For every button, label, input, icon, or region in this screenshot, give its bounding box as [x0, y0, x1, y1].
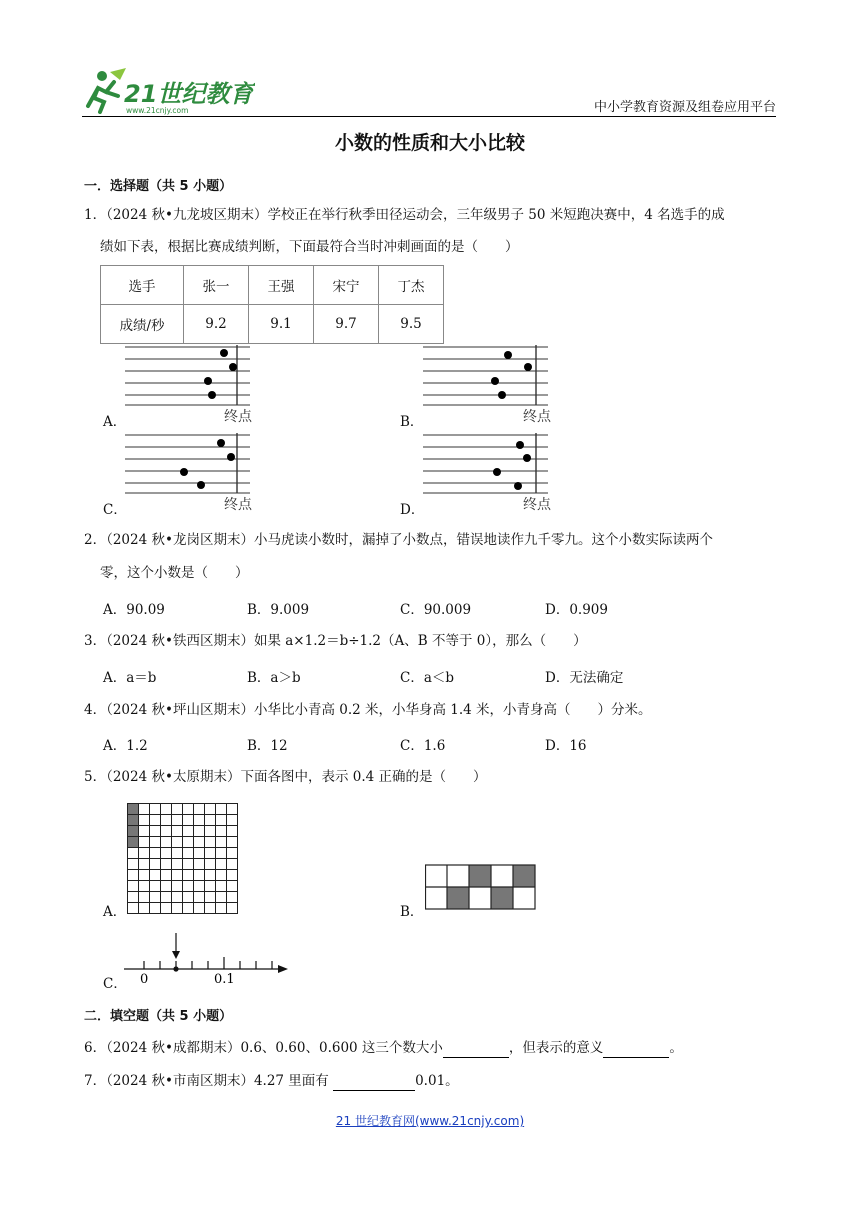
q6-text	[84, 1038, 683, 1058]
q3-option-c: C．a＜b	[400, 670, 455, 686]
q7-text	[84, 1071, 459, 1091]
q7-post: 0.01。	[415, 1073, 459, 1089]
q2-option-d: D．0.909	[545, 602, 608, 618]
table-cell: 9.1	[249, 305, 314, 344]
q2-line2: 零，这个小数是（ ）	[100, 565, 249, 581]
q3-option-a: A．a＝b	[103, 670, 157, 686]
table-cell: 9.7	[314, 305, 379, 344]
hundred-grid-figure	[127, 803, 239, 915]
page-title: 小数的性质和大小比较	[334, 132, 525, 154]
q5-label-c: C．	[103, 976, 127, 992]
section-choice: 一．选择题（共 5 小题）	[84, 179, 233, 194]
table-cell: 选手	[101, 266, 184, 305]
q5-label-a: A．	[103, 904, 127, 920]
answer-blank[interactable]	[333, 1076, 415, 1091]
site-logo	[80, 66, 255, 116]
ten-box-figure	[425, 864, 537, 914]
q2-option-a: A．90.09	[103, 602, 165, 618]
q3-option-d: D．无法确定	[545, 670, 624, 686]
q1-label-a: A．	[103, 414, 127, 430]
table-cell: 成绩/秒	[101, 305, 184, 344]
q4-text: 4．（2024 秋•坪山区期末）小华比小青高 0.2 米，小华身高 1.4 米，小青身高（ ）分米。	[84, 702, 652, 718]
q6-mid: ，但表示的意义	[508, 1040, 604, 1056]
footer-link[interactable]: 21 世纪教育网(www.21cnjy.com)	[335, 1114, 525, 1128]
q4-option-b: B．12	[247, 738, 288, 754]
q1-label-d: D．	[400, 502, 425, 518]
finish-label: 终点	[224, 409, 252, 425]
q3-text: 3．（2024 秋•铁西区期末）如果 a×1.2＝b÷1.2（A、B 不等于 0），那么（ ）	[84, 633, 587, 649]
q2-line1: 2．（2024 秋•龙岗区期末）小马虎读小数时，漏掉了小数点，错误地读作九千零九。这个小数实际读两个	[84, 532, 713, 548]
platform-name: 中小学教育资源及组卷应用平台	[593, 100, 776, 115]
answer-blank[interactable]	[443, 1043, 509, 1058]
logo-url: www.21cnjy.com	[126, 106, 189, 115]
q4-option-a: A．1.2	[103, 738, 148, 754]
finish-label: 终点	[523, 497, 551, 513]
axis-label-tenth: 0.1	[214, 972, 235, 987]
q1-line2: 绩如下表，根据比赛成绩判断，下面最符合当时冲刺画面的是（ ）	[100, 239, 519, 255]
q4-option-c: C．1.6	[400, 738, 446, 754]
q5-text: 5．（2024 秋•太原期末）下面各图中，表示 0.4 正确的是（ ）	[84, 769, 487, 785]
q1-label-c: C．	[103, 502, 127, 518]
answer-blank[interactable]	[603, 1043, 669, 1058]
logo-text: 21世纪教育	[124, 80, 254, 108]
q6-pre: 6．（2024 秋•成都期末）0.6、0.60、0.600 这三个数大小	[84, 1040, 443, 1056]
q6-post: 。	[669, 1040, 683, 1056]
q1-label-b: B．	[400, 414, 424, 430]
q7-pre: 7．（2024 秋•市南区期末）4.27 里面有	[84, 1073, 334, 1089]
q2-option-c: C．90.009	[400, 602, 472, 618]
q4-option-d: D．16	[545, 738, 587, 754]
table-cell: 王强	[249, 266, 314, 305]
q5-label-b: B．	[400, 904, 424, 920]
race-figure-b	[423, 343, 563, 425]
table-cell: 9.2	[184, 305, 249, 344]
q3-option-b: B．a＞b	[247, 670, 301, 686]
race-figure-a	[125, 343, 265, 425]
table-cell: 宋宁	[314, 266, 379, 305]
table-cell: 张一	[184, 266, 249, 305]
table-cell: 丁杰	[379, 266, 444, 305]
section-fill: 二．填空题（共 5 小题）	[84, 1009, 233, 1024]
table-cell: 9.5	[379, 305, 444, 344]
race-figure-d	[423, 431, 563, 513]
q2-option-b: B．9.009	[247, 602, 310, 618]
score-table	[100, 265, 444, 344]
number-line-figure	[124, 933, 294, 987]
finish-label: 终点	[523, 409, 551, 425]
race-figure-c	[125, 431, 265, 513]
header-divider	[82, 116, 776, 117]
finish-label: 终点	[224, 497, 252, 513]
table-row	[101, 266, 444, 305]
table-row	[101, 305, 444, 344]
axis-label-zero: 0	[140, 972, 149, 987]
q1-line1: 1．（2024 秋•九龙坡区期末）学校正在举行秋季田径运动会，三年级男子 50 米短跑决赛中，4 名选手的成	[84, 207, 725, 223]
